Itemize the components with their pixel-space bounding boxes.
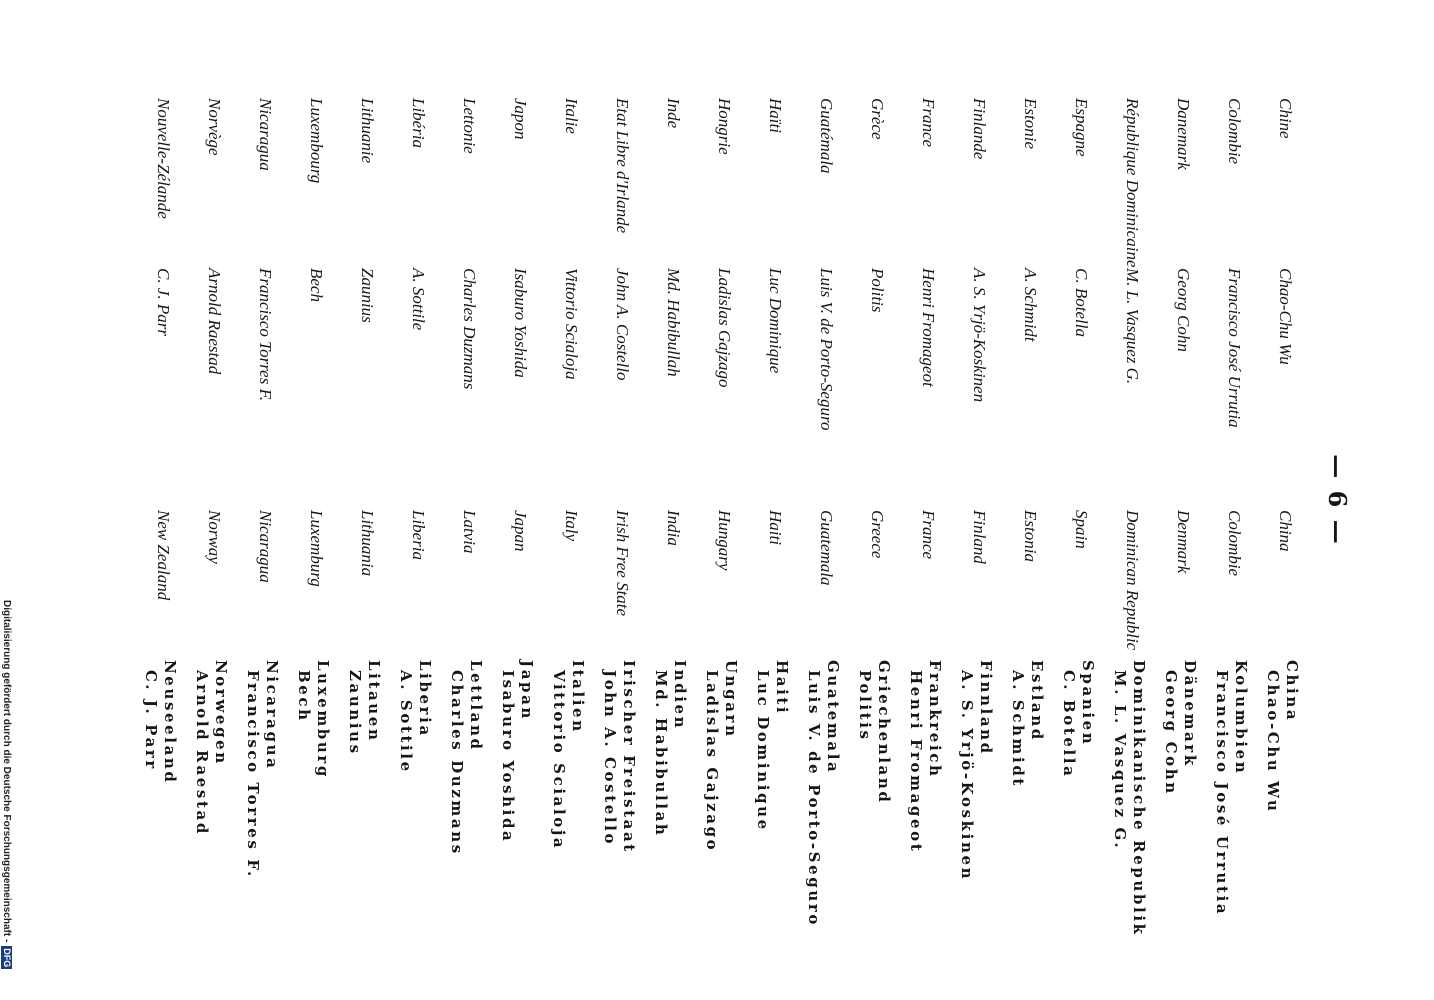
signatory-name-german: Zaunius	[346, 670, 364, 756]
german-translation	[855, 660, 893, 804]
country-english: Colombie	[1225, 510, 1244, 577]
dfg-logo: DFG	[2, 948, 12, 968]
country-german: Lettland	[467, 660, 485, 752]
signatory-row	[434, 0, 485, 1000]
german-translation	[906, 660, 944, 853]
country-english: Italy	[562, 510, 581, 542]
country-german: Norwegen	[212, 660, 230, 766]
country-german: Finnland	[977, 660, 995, 756]
german-translation	[498, 660, 536, 843]
signatory-row	[332, 0, 383, 1000]
german-translation	[1161, 660, 1199, 796]
signatory-row	[1046, 0, 1097, 1000]
signatory-row	[740, 0, 791, 1000]
country-german: Dänemark	[1181, 660, 1199, 768]
signatory-row	[383, 0, 434, 1000]
signatory-row	[1148, 0, 1199, 1000]
country-french: Inde	[664, 98, 683, 129]
signatory-row	[791, 0, 842, 1000]
signatory-row	[587, 0, 638, 1000]
country-german: Haiti	[773, 660, 791, 716]
german-translation	[447, 660, 485, 856]
signatory-name: Luis V. de Porto-Seguro	[817, 268, 836, 431]
country-english: China	[1276, 510, 1295, 552]
german-translation	[1263, 660, 1301, 814]
signatory-name: Henri Fromageot	[919, 268, 938, 387]
german-translation	[549, 660, 587, 850]
signatory-row	[536, 0, 587, 1000]
country-german: Indien	[671, 660, 689, 731]
signatory-name: Luc Dominique	[766, 268, 785, 374]
german-translation	[192, 660, 230, 836]
country-french: Nicaragua	[256, 98, 275, 171]
signatory-row	[842, 0, 893, 1000]
country-french: Estonie	[1021, 98, 1040, 149]
country-german: Griechenland	[875, 660, 893, 805]
country-german: Luxemburg	[314, 660, 332, 779]
signatory-row	[230, 0, 281, 1000]
country-french: Libéria	[409, 98, 428, 149]
country-english: Dominican Republic	[1123, 510, 1142, 651]
country-german: Nicaragua	[263, 660, 281, 771]
country-english: Luxemburg	[307, 510, 326, 587]
signatory-name: Charles Duzmans	[460, 268, 479, 390]
country-french: Colombie	[1225, 98, 1244, 165]
country-english: Greece	[868, 510, 887, 559]
country-french: Luxembourg	[307, 98, 326, 184]
country-english: France	[919, 510, 938, 560]
country-french: Chine	[1276, 98, 1295, 139]
signatory-name: John A. Costello	[613, 268, 632, 381]
signatory-name-german: A. Sottile	[397, 670, 415, 774]
signatory-name: Arnold Raestad	[205, 268, 224, 375]
country-german: Liberia	[416, 660, 434, 738]
signatory-row	[1199, 0, 1250, 1000]
country-german: Estland	[1028, 660, 1046, 742]
country-german: Neuseeland	[161, 660, 179, 785]
signatory-name-german: Bech	[295, 670, 313, 723]
signatory-name-german: Georg Cohn	[1162, 670, 1180, 796]
signatory-row	[1250, 0, 1301, 1000]
signatory-name: Zaunius	[358, 268, 377, 323]
country-german: Dominikanische Republik	[1130, 660, 1148, 937]
signatory-name-german: A. Schmidt	[1009, 670, 1027, 788]
country-french: Hongrie	[715, 98, 734, 155]
signatory-name-german: Chao-Chu Wu	[1264, 670, 1282, 814]
country-german: Irischer Freistaat	[620, 660, 638, 854]
country-english: Lithuania	[358, 510, 377, 577]
german-translation	[243, 660, 281, 879]
country-french: Grèce	[868, 98, 887, 140]
signatory-name: Ladislas Gajzago	[715, 268, 734, 388]
signatory-name-german: Ladislas Gajzago	[703, 670, 721, 853]
signatory-row	[179, 0, 230, 1000]
country-french: Lettonie	[460, 98, 479, 154]
signatory-name-german: Vittorio Scialoja	[550, 670, 568, 851]
signatory-name-german: C. J. Parr	[142, 670, 160, 771]
digitization-credit	[1, 600, 12, 969]
country-english: Japan	[511, 510, 530, 552]
country-french: Japon	[511, 98, 530, 140]
country-french: Nouvelle-Zélande	[154, 98, 173, 219]
german-translation	[957, 660, 995, 881]
signatory-name: Francisco José Urrutia	[1225, 268, 1244, 428]
signatory-name-german: John A. Costello	[601, 670, 619, 847]
country-english: Guatemala	[817, 510, 836, 586]
signatory-name-german: Politis	[856, 670, 874, 742]
signatory-name-german: Henri Fromageot	[907, 670, 925, 854]
signatory-row	[281, 0, 332, 1000]
signatory-name-german: C. Botella	[1060, 670, 1078, 779]
country-english: New Zealand	[154, 510, 173, 601]
country-english: India	[664, 510, 683, 546]
country-german: Frankreich	[926, 660, 944, 779]
german-translation	[345, 660, 383, 756]
country-english: Haiti	[766, 510, 785, 545]
german-translation	[804, 660, 842, 927]
country-english: Denmark	[1174, 510, 1193, 574]
country-german: Kolumbien	[1232, 660, 1250, 776]
country-french: Italie	[562, 98, 581, 134]
signatory-name: Md. Habibullah	[664, 268, 683, 377]
signatory-name: Politis	[868, 268, 887, 313]
signatory-name: A. Sottile	[409, 268, 428, 331]
signatory-row	[893, 0, 944, 1000]
german-translation	[396, 660, 434, 774]
signatory-name-german: M. L. Vasquez G.	[1111, 670, 1129, 851]
german-translation	[294, 660, 332, 779]
german-translation	[1110, 660, 1148, 937]
signatory-row	[128, 0, 179, 1000]
signatory-name: Bech	[307, 268, 326, 302]
signatory-list	[128, 0, 1301, 1000]
signatory-name: A. Schmidt	[1021, 268, 1040, 342]
country-german: Italien	[569, 660, 587, 734]
country-german: Guatemala	[824, 660, 842, 775]
country-german: Japan	[518, 660, 536, 721]
country-english: Liberia	[409, 510, 428, 561]
signatory-name: C. Botella	[1072, 268, 1091, 337]
signatory-name: Isaburo Yoshida	[511, 268, 530, 378]
signatory-row	[995, 0, 1046, 1000]
page-number: — 6 —	[1323, 454, 1352, 546]
signatory-row	[944, 0, 995, 1000]
country-english: Latvia	[460, 510, 479, 554]
signatory-row	[485, 0, 536, 1000]
country-french: Danemark	[1174, 98, 1193, 170]
signatory-name-german: Arnold Raestad	[193, 670, 211, 836]
signatory-name: C. J. Parr	[154, 268, 173, 336]
german-translation	[141, 660, 179, 785]
signatory-name-german: Isaburo Yoshida	[499, 670, 517, 844]
signatory-row	[1097, 0, 1148, 1000]
country-french: Lithuanie	[358, 98, 377, 164]
signatory-row	[689, 0, 740, 1000]
german-translation	[1059, 660, 1097, 778]
country-german: Spanien	[1079, 660, 1097, 747]
signatory-name-german: Luis V. de Porto-Seguro	[805, 670, 823, 927]
german-translation	[1212, 660, 1250, 916]
signatory-name: A. S. Yrjö-Koskinen	[970, 268, 989, 403]
german-translation	[651, 660, 689, 837]
country-english: Norway	[205, 510, 224, 564]
german-translation	[600, 660, 638, 854]
country-english: Estonia	[1021, 510, 1040, 562]
country-french: Guatémala	[817, 98, 836, 174]
country-french: Etat Libre d'Irlande	[613, 98, 632, 234]
country-german: Ungarn	[722, 660, 740, 739]
country-french: Norvège	[205, 98, 224, 156]
digitization-credit-text: Digitalisierung gefördert durch die Deutsche Forschungsgemeinschaft -	[0, 600, 12, 943]
german-translation	[702, 660, 740, 852]
signatory-name-german: Luc Dominique	[754, 670, 772, 832]
country-english: Nicaragua	[256, 510, 275, 583]
signatory-name: Georg Cohn	[1174, 268, 1193, 352]
country-english: Finland	[970, 510, 989, 564]
signatory-name: Vittorio Scialoja	[562, 268, 581, 380]
signatory-name-german: Md. Habibullah	[652, 670, 670, 838]
signatory-name: Francisco Torres F.	[256, 268, 275, 402]
country-german: Litauen	[365, 660, 383, 743]
signatory-name-german: Francisco Torres F.	[244, 670, 262, 879]
signatory-name-german: Charles Duzmans	[448, 670, 466, 856]
signatory-name: M. L. Vasquez G.	[1123, 268, 1142, 385]
country-french: Espagne	[1072, 98, 1091, 157]
signatory-name-german: A. S. Yrjö-Koskinen	[958, 670, 976, 882]
country-english: Irish Free State	[613, 510, 632, 617]
german-translation	[753, 660, 791, 832]
country-english: Hungary	[715, 510, 734, 571]
signatory-row	[638, 0, 689, 1000]
country-french: Haïti	[766, 98, 785, 133]
signatory-name: Chao-Chu Wu	[1276, 268, 1295, 365]
signatory-name-german: Francisco José Urrutia	[1213, 670, 1231, 917]
country-english: Spain	[1072, 510, 1091, 549]
country-french: République Dominicaine	[1123, 98, 1142, 268]
country-french: Finlande	[970, 98, 989, 160]
country-french: France	[919, 98, 938, 148]
german-translation	[1008, 660, 1046, 788]
country-german: China	[1283, 660, 1301, 723]
